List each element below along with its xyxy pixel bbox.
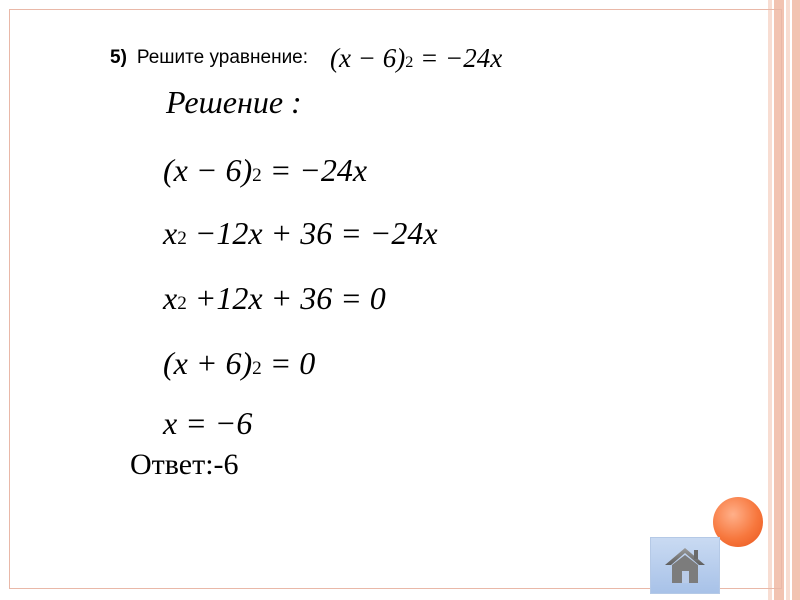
- decor-stripe: [786, 0, 790, 600]
- solution-label: Решение :: [166, 84, 302, 120]
- task-equation-base: (x − 6): [330, 42, 406, 73]
- step-rest: = 0: [261, 345, 316, 381]
- step-power: 2: [252, 358, 262, 379]
- solution-step-4: [163, 345, 315, 382]
- task-equation-power: 2: [405, 52, 414, 71]
- step-base: (x − 6): [163, 152, 253, 188]
- step-base: (x + 6): [163, 345, 253, 381]
- task-equation-rhs: = −24x: [413, 42, 503, 73]
- home-button[interactable]: [650, 537, 720, 594]
- step-rest: −12x + 36 = −24x: [186, 215, 438, 251]
- solution-step-1: [163, 152, 367, 189]
- home-icon: [663, 545, 707, 587]
- solution-step-5: [163, 405, 252, 442]
- step-rest: = −24x: [261, 152, 368, 188]
- step-rest: +12x + 36 = 0: [186, 280, 386, 316]
- decor-circle: [713, 497, 763, 547]
- task-equation: [330, 43, 502, 74]
- step-power: 2: [177, 293, 187, 314]
- solution-step-2: [163, 215, 438, 252]
- slide-border: [9, 9, 782, 589]
- task-number: 5): [110, 47, 127, 68]
- step-power: 2: [177, 228, 187, 249]
- decor-stripe: [792, 0, 800, 600]
- step-power: 2: [252, 165, 262, 186]
- solution-step-3: [163, 280, 386, 317]
- answer: Ответ:-6: [130, 448, 239, 481]
- step-base: x: [163, 280, 178, 316]
- step-base: x = −6: [163, 405, 253, 441]
- task-line: [110, 38, 502, 78]
- task-prompt: Решите уравнение:: [136, 47, 309, 68]
- step-base: x: [163, 215, 178, 251]
